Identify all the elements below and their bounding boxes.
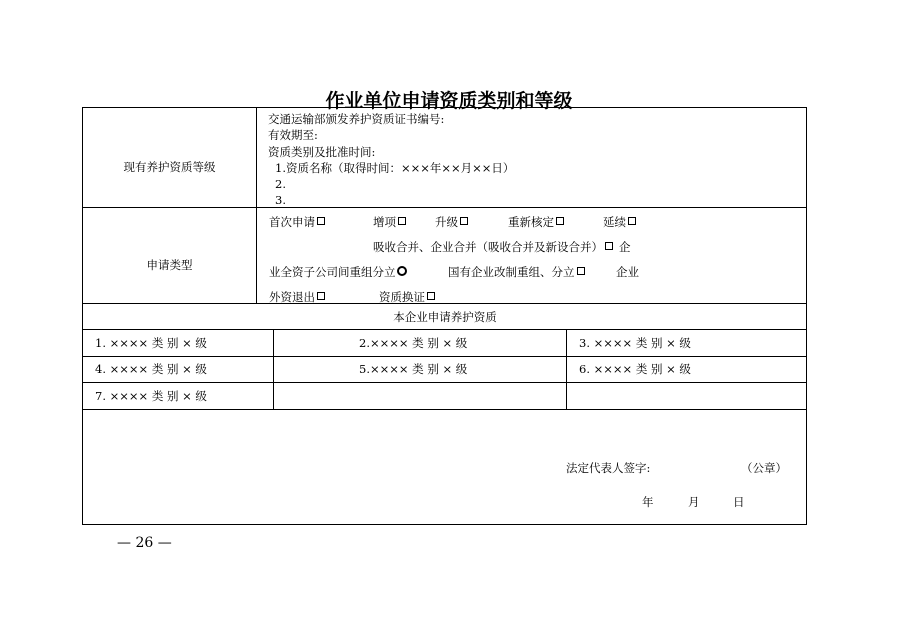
qualification-cell-4: 4. ×××× 类 别 × 级 bbox=[95, 362, 207, 376]
qualification-cell-2: 2.×××× 类 别 × 级 bbox=[359, 336, 468, 350]
qualification-cell-6: 6. ×××× 类 别 × 级 bbox=[579, 362, 691, 376]
apply-qualifications-header: 本企业申请养护资质 bbox=[393, 310, 497, 324]
checkbox-icon[interactable] bbox=[577, 267, 585, 275]
row-divider bbox=[83, 356, 807, 357]
option-cert-exchange[interactable] bbox=[379, 290, 435, 304]
qualification-item-1: 1.资质名称（取得时间：×××年××月××日） bbox=[275, 161, 515, 175]
selected-radio-icon[interactable] bbox=[397, 266, 407, 276]
qualification-cell-1: 1. ×××× 类 别 × 级 bbox=[95, 336, 207, 350]
option-label: 国有企业改制重组、分立 bbox=[448, 265, 575, 279]
option-reverify[interactable] bbox=[508, 215, 564, 229]
option-label-part: 企 bbox=[619, 240, 631, 254]
date-year-label: 年 bbox=[642, 495, 654, 509]
row-divider bbox=[83, 329, 807, 330]
option-merge[interactable] bbox=[373, 240, 631, 254]
qualification-cell-5: 5.×××× 类 别 × 级 bbox=[359, 362, 468, 376]
option-label: 升级 bbox=[435, 215, 458, 229]
option-upgrade[interactable] bbox=[435, 215, 468, 229]
option-label: 重新核定 bbox=[508, 215, 554, 229]
valid-until-label: 有效期至: bbox=[268, 128, 318, 142]
page-number: — 26 — bbox=[117, 535, 172, 551]
option-label: 资质换证 bbox=[379, 290, 425, 304]
checkbox-icon[interactable] bbox=[556, 217, 564, 225]
column-divider bbox=[256, 108, 257, 303]
qualification-item-3: 3. bbox=[275, 193, 286, 207]
date-day-label: 日 bbox=[733, 495, 745, 509]
legal-representative-signature-label: 法定代表人签字: bbox=[566, 461, 651, 475]
option-label: 增项 bbox=[373, 215, 396, 229]
option-foreign-exit[interactable] bbox=[269, 290, 325, 304]
qualification-item-2: 2. bbox=[275, 177, 286, 191]
option-soe-reform[interactable] bbox=[448, 265, 585, 279]
qualification-cell-3: 3. ×××× 类 别 × 级 bbox=[579, 336, 691, 350]
checkbox-icon[interactable] bbox=[317, 217, 325, 225]
option-renew[interactable] bbox=[603, 215, 636, 229]
checkbox-icon[interactable] bbox=[605, 242, 613, 250]
column-divider bbox=[566, 329, 567, 409]
column-divider bbox=[273, 329, 274, 409]
option-label: 业全资子公司间重组分立 bbox=[269, 265, 396, 279]
cert-number-label: 交通运输部颁发养护资质证书编号: bbox=[268, 112, 445, 126]
row-divider bbox=[83, 207, 807, 208]
checkbox-icon[interactable] bbox=[398, 217, 406, 225]
option-add-item[interactable] bbox=[373, 215, 406, 229]
checkbox-icon[interactable] bbox=[427, 292, 435, 300]
row-divider bbox=[83, 382, 807, 383]
row-divider bbox=[83, 409, 807, 410]
checkbox-icon[interactable] bbox=[460, 217, 468, 225]
page-title: 作业单位申请资质类别和等级 bbox=[325, 90, 573, 112]
official-seal-label: （公章） bbox=[741, 461, 787, 475]
option-first-application[interactable] bbox=[269, 215, 325, 229]
option-label: 外资退出 bbox=[269, 290, 315, 304]
option-label: 延续 bbox=[603, 215, 626, 229]
category-time-label: 资质类别及批准时间: bbox=[268, 145, 376, 159]
existing-qualification-label: 现有养护资质等级 bbox=[123, 160, 216, 174]
option-label: 首次申请 bbox=[269, 215, 315, 229]
checkbox-icon[interactable] bbox=[628, 217, 636, 225]
application-form-table bbox=[82, 107, 807, 525]
option-wholly-owned-restructure[interactable] bbox=[269, 265, 407, 279]
row-divider bbox=[83, 303, 807, 304]
qualification-cell-7: 7. ×××× 类 别 × 级 bbox=[95, 389, 207, 403]
date-month-label: 月 bbox=[688, 495, 700, 509]
option-foreign-exit-part: 企业 bbox=[616, 265, 639, 279]
option-label: 吸收合并、企业合并（吸收合并及新设合并） bbox=[373, 240, 603, 254]
checkbox-icon[interactable] bbox=[317, 292, 325, 300]
apply-type-label: 申请类型 bbox=[146, 258, 193, 272]
